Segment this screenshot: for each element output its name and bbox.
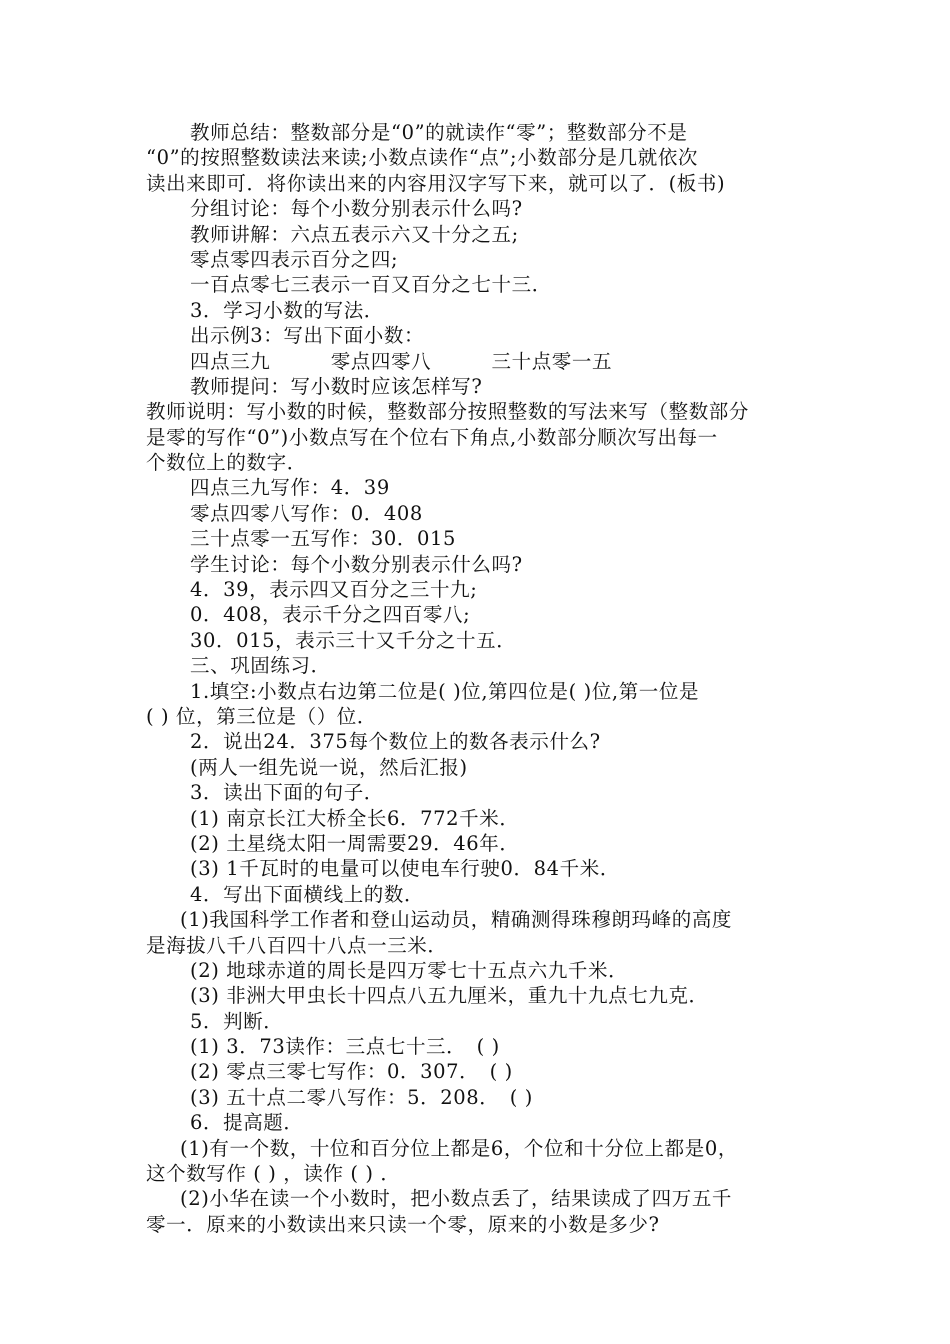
text-line: 教师讲解：六点五表示六又十分之五;: [190, 222, 519, 246]
text-line: 教师说明：写小数的时候，整数部分按照整数的写法来写（整数部分: [146, 400, 750, 424]
exercise-line: (3) 非洲大甲虫长十四点八五九厘米，重九十九点七九克．: [190, 984, 709, 1008]
text-line: 学生讨论：每个小数分别表示什么吗?: [190, 552, 523, 576]
section-heading: 3．学习小数的写法．: [190, 298, 384, 322]
lesson-text: [146, 120, 810, 1237]
exercise-line: (3) 1千瓦时的电量可以使电车行驶0．84千米．: [190, 857, 620, 881]
text-line: 四点三九 零点四零八 三十点零一五: [190, 349, 613, 373]
text-line: 0．408，表示千分之四百零八;: [190, 603, 471, 627]
exercise-line: 是海拔八千八百四十八点一三米．: [146, 933, 448, 957]
text-line: 教师提问：写小数时应该怎样写?: [190, 374, 483, 398]
text-line: 三十点零一五写作：30．015: [190, 527, 457, 551]
exercise-line: (1) 3．73读作：三点七十三． ( ): [190, 1035, 500, 1059]
exercise-line: (2)小华在读一个小数时，把小数点丢了，结果读成了四万五千: [180, 1187, 733, 1211]
text-line: 零点零四表示百分之四;: [190, 247, 399, 271]
exercise-line: 3．读出下面的句子．: [190, 781, 384, 805]
text-line: 4．39，表示四又百分之三十九;: [190, 578, 478, 602]
exercise-line: 这个数写作 ( ) ，读作 ( ) ．: [146, 1162, 401, 1186]
exercise-line: (1)我国科学工作者和登山运动员，精确测得珠穆朗玛峰的高度: [180, 908, 733, 932]
text-line: 是零的写作“0”)小数点写在个位右下角点,小数部分顺次写出每一: [146, 425, 718, 449]
text-line: 四点三九写作：4．39: [190, 476, 390, 500]
exercise-line: 4．写出下面横线上的数．: [190, 882, 425, 906]
text-line: 一百点零七三表示一百又百分之七十三．: [190, 273, 552, 297]
exercise-line: ( ) 位，第三位是（）位．: [146, 704, 378, 728]
text-line: 出示例3：写出下面小数：: [190, 324, 425, 348]
exercise-line: (两人一组先说一说，然后汇报): [190, 755, 468, 779]
exercise-line: 2．说出24．375每个数位上的数各表示什么?: [190, 730, 601, 754]
exercise-line: 6．提高题．: [190, 1111, 304, 1135]
exercise-line: 零一．原来的小数读出来只读一个零，原来的小数是多少?: [146, 1212, 660, 1236]
section-heading: 三、巩固练习．: [190, 654, 331, 678]
exercise-line: 1.填空:小数点右边第二位是( )位,第四位是( )位,第一位是: [190, 679, 700, 703]
exercise-line: (2) 地球赤道的周长是四万零七十五点六九千米．: [190, 958, 629, 982]
text-line: 零点四零八写作：0．408: [190, 501, 423, 525]
exercise-line: (2) 土星绕太阳一周需要29．46年．: [190, 831, 520, 855]
exercise-line: (1)有一个数，十位和百分位上都是6，个位和十分位上都是0，: [180, 1136, 738, 1160]
text-line: 分组讨论：每个小数分别表示什么吗?: [190, 197, 523, 221]
text-line: “0”的按照整数读法来读;小数点读作“点”;小数部分是几就依次: [146, 146, 699, 170]
text-line: 30．015，表示三十又千分之十五．: [190, 628, 517, 652]
exercise-line: (2) 零点三零七写作：0．307． ( ): [190, 1060, 513, 1084]
text-line: 读出来即可．将你读出来的内容用汉字写下来，就可以了．(板书): [146, 171, 726, 195]
text-line: 个数位上的数字．: [146, 451, 307, 475]
text-line: 教师总结：整数部分是“0”的就读作“零”；整数部分不是: [190, 121, 688, 144]
exercise-line: (1) 南京长江大桥全长6．772千米．: [190, 806, 520, 830]
exercise-line: 5．判断．: [190, 1009, 284, 1033]
exercise-line: (3) 五十点二零八写作：5．208． ( ): [190, 1085, 533, 1109]
